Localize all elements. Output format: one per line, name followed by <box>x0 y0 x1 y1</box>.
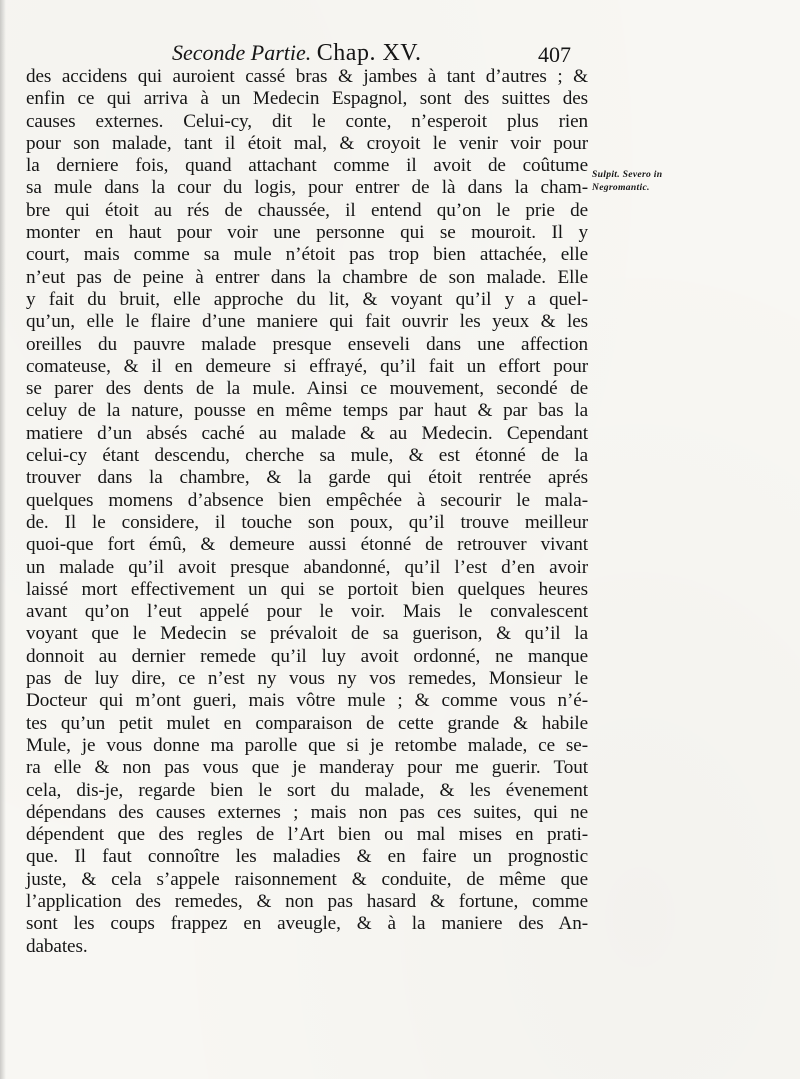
marginal-note-line: Sulpit. Severo in <box>592 169 663 180</box>
text-line: trouver dans la chambre, & la garde qui étoit rentrée aprés <box>26 467 588 489</box>
marginal-note <box>592 168 662 194</box>
text-line: cela, dis-je, regarde bien le sort du malade, & les évenement <box>26 779 588 801</box>
text-line: celui-cy étant descendu, cherche sa mule, & est étonné de la <box>26 445 588 467</box>
text-line: n’eut pas de peine à entrer dans la chambre de son malade. Elle <box>26 266 588 288</box>
text-line: sont les coups frappez en aveugle, & à la maniere des An- <box>26 913 588 935</box>
text-line: dépendent que des regles de l’Art bien ou mal mises en prati- <box>26 824 588 846</box>
text-line: matiere d’un absés caché au malade & au Medecin. Cependant <box>26 422 588 444</box>
text-line: juste, & cela s’appele raisonnement & conduite, de même que <box>26 868 588 890</box>
text-line: quoi-que fort émû, & demeure aussi étonné de retrouver vivant <box>26 534 588 556</box>
text-line: enfin ce qui arriva à un Medecin Espagnol, sont des suittes des <box>26 88 588 110</box>
text-line: monter en haut pour voir une personne qui se mouroit. Il y <box>26 222 588 244</box>
text-line: tes qu’un petit mulet en comparaison de cette grande & habile <box>26 712 588 734</box>
text-line: sa mule dans la cour du logis, pour entrer de là dans la cham- <box>26 177 588 199</box>
text-line: ra elle & non pas vous que je manderay pour me guerir. Tout <box>26 757 588 779</box>
body-text <box>26 66 588 958</box>
text-line: Docteur qui m’ont gueri, mais vôtre mule ; & comme vous n’é- <box>26 690 588 712</box>
text-line: causes externes. Celui-cy, dit le conte, n’esperoit plus rien <box>26 110 588 132</box>
running-title: Seconde Partie. <box>172 40 312 65</box>
text-line: y fait du bruit, elle approche du lit, & voyant qu’il y a quel- <box>26 288 588 310</box>
text-line: court, mais comme sa mule n’étoit pas trop bien attachée, elle <box>26 244 588 266</box>
text-line: oreilles du pauvre malade presque enseveli dans une affection <box>26 333 588 355</box>
chapter-label: Chap. XV. <box>316 40 422 66</box>
text-line: comateuse, & il en demeure si effrayé, qu’il fait un effort pour <box>26 355 588 377</box>
text-line: voyant que le Medecin se prévaloit de sa guerison, & qu’il la <box>26 623 588 645</box>
text-line: dépendans des causes externes ; mais non pas ces suites, qui ne <box>26 801 588 823</box>
text-line: avant qu’on l’eut appelé pour le voir. Mais le convalescent <box>26 601 588 623</box>
text-line: pas de luy dire, ce n’est ny vous ny vos remedes, Monsieur le <box>26 668 588 690</box>
page-gutter-shadow <box>0 0 6 1079</box>
text-line: l’application des remedes, & non pas hasard & fortune, comme <box>26 890 588 912</box>
text-line: bre qui étoit au rés de chaussée, il entend qu’on le prie de <box>26 199 588 221</box>
text-line: que. Il faut connoître les maladies & en faire un prognostic <box>26 846 588 868</box>
text-line: laissé mort effectivement un qui se portoit bien quelques heures <box>26 578 588 600</box>
text-line: qu’un, elle le flaire d’une maniere qui fait ouvrir les yeux & les <box>26 311 588 333</box>
text-line: pour son malade, tant il étoit mal, & croyoit le venir voir pour <box>26 132 588 154</box>
text-line: un malade qu’il avoit presque abandonné, qu’il l’est d’en avoir <box>26 556 588 578</box>
running-head <box>172 40 422 67</box>
text-line: dabates. <box>26 935 88 957</box>
page-number: 407 <box>538 42 571 67</box>
text-line: donnoit au dernier remede qu’il luy avoit ordonné, ne manque <box>26 645 588 667</box>
marginal-note-line: Negromantic. <box>592 182 650 193</box>
text-line: se parer des dents de la mule. Ainsi ce mouvement, secondé de <box>26 378 588 400</box>
text-line: Mule, je vous donne ma parolle que si je retombe malade, ce se- <box>26 734 588 756</box>
text-line: la derniere fois, quand attachant comme il avoit de coûtume <box>26 155 588 177</box>
text-line: de. Il le considere, il touche son poux, qu’il trouve meilleur <box>26 511 588 533</box>
text-line: des accidens qui auroient cassé bras & jambes à tant d’autres ; & <box>26 66 588 87</box>
text-line: quelques momens d’absence bien empêchée à secourir le mala- <box>26 489 588 511</box>
text-line: celuy de la nature, pousse en même temps par haut & par bas la <box>26 400 588 422</box>
